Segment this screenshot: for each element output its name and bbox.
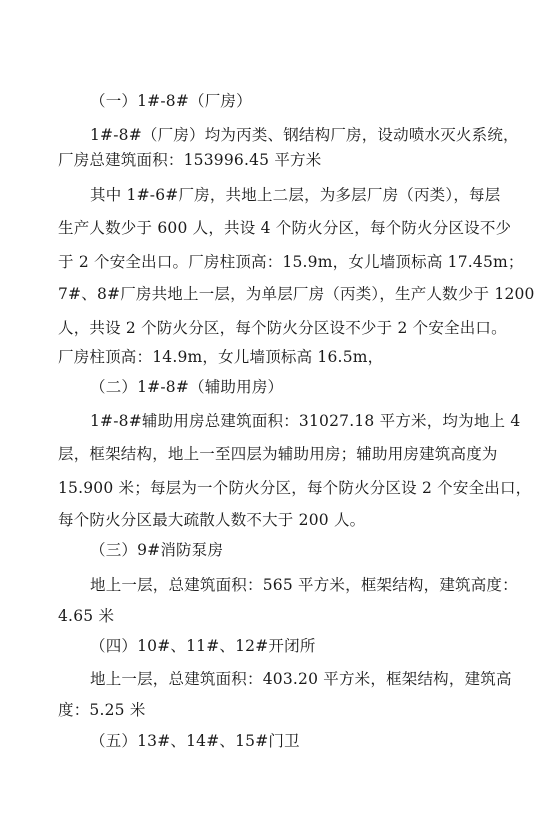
paragraph-line: 厂房柱顶高：14.9m，女儿墙顶标高 16.5m， (58, 348, 384, 366)
paragraph-line: 4.65 米 (58, 607, 115, 625)
paragraph-line: 15.900 米；每层为一个防火分区，每个防火分区设 2 个安全出口， (58, 479, 532, 497)
paragraph-line: 厂房总建筑面积：153996.45 平方米 (58, 151, 322, 169)
paragraph-line: 每个防火分区最大疏散人数不大于 200 人。 (58, 511, 366, 529)
paragraph-line: 于 2 个安全出口。厂房柱顶高：15.9m，女儿墙顶标高 17.45m； (58, 253, 524, 271)
paragraph-line: 地上一层，总建筑面积：565 平方米，框架结构，建筑高度： (90, 576, 518, 594)
paragraph-line: 层，框架结构，地上一至四层为辅助用房；辅助用房建筑高度为 (58, 445, 498, 463)
paragraph-line: 1#-8#（厂房）均为丙类、钢结构厂房，设动喷水灭火系统， (90, 126, 519, 144)
section-heading-2: （二）1#-8#（辅助用房） (90, 378, 284, 396)
paragraph-line: 人，共设 2 个防火分区，每个防火分区设不少于 2 个安全出口。 (58, 319, 507, 337)
paragraph-line: 7#、8#厂房共地上一层，为单层厂房（丙类），生产人数少于 1200 (58, 285, 535, 303)
paragraph-line: 1#-8#辅助用房总建筑面积：31027.18 平方米，均为地上 4 (90, 412, 521, 430)
paragraph-line: 度：5.25 米 (58, 701, 146, 719)
section-heading-5: （五）13#、14#、15#门卫 (90, 732, 300, 750)
paragraph-line: 地上一层，总建筑面积：403.20 平方米，框架结构，建筑高 (90, 670, 512, 688)
section-heading-1: （一）1#-8#（厂房） (90, 92, 252, 110)
section-heading-3: （三）9#消防泵房 (90, 541, 224, 559)
paragraph-line: 生产人数少于 600 人，共设 4 个防火分区，每个防火分区设不少 (58, 219, 512, 237)
paragraph-line: 其中 1#-6#厂房，共地上二层，为多层厂房（丙类），每层 (90, 186, 501, 204)
section-heading-4: （四）10#、11#、12#开闭所 (90, 637, 316, 655)
